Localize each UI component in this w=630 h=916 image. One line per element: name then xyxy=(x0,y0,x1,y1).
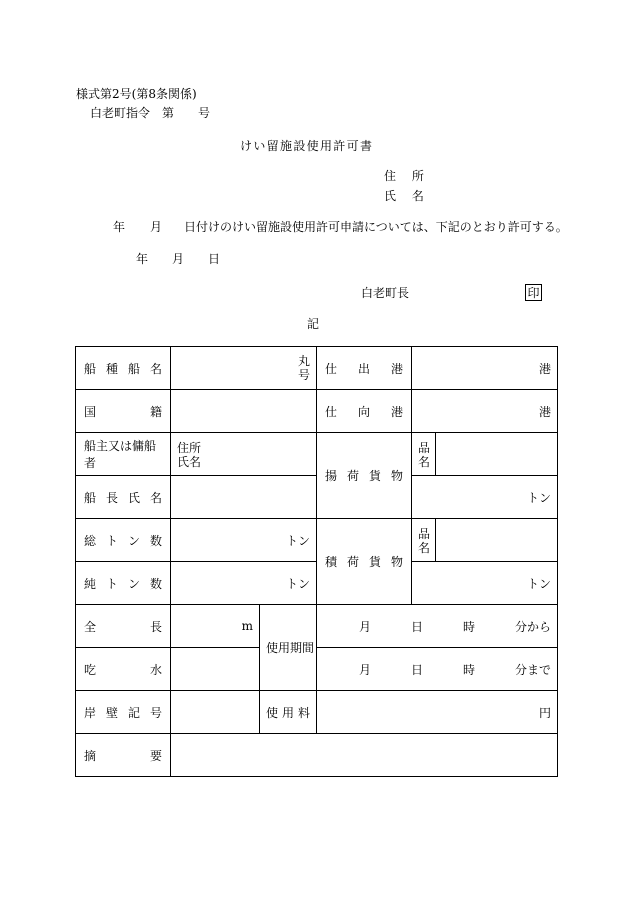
label-item-name-2: 品 名 xyxy=(412,519,436,562)
value-unloading-tons[interactable]: トン xyxy=(412,476,558,519)
label-length: 全 長 xyxy=(76,605,171,648)
date-day: 日 xyxy=(208,252,221,266)
value-ship-name[interactable]: 丸 号 xyxy=(171,347,317,390)
label-captain: 船 長 氏 名 xyxy=(76,476,171,519)
label-nationality: 国 籍 xyxy=(76,390,171,433)
label-ship-name: 船 種 船 名 xyxy=(76,347,171,390)
label-owner: 船主又は傭船者 xyxy=(76,433,171,476)
value-draft[interactable] xyxy=(171,648,260,691)
label-destination-port: 仕 向 港 xyxy=(317,390,412,433)
document-title: け い 留 施 設 使 用 許 可 書 xyxy=(240,139,372,153)
value-fee[interactable]: 円 xyxy=(317,691,558,734)
value-destination-port[interactable]: 港 xyxy=(412,390,558,433)
label-loading-cargo: 積 荷 貨 物 xyxy=(317,519,412,605)
label-draft: 吃 水 xyxy=(76,648,171,691)
value-length[interactable]: m xyxy=(171,605,260,648)
body-year: 年 xyxy=(113,220,126,234)
value-item-name-1[interactable] xyxy=(436,433,558,476)
value-nationality[interactable] xyxy=(171,390,317,433)
value-loading-tons[interactable]: トン xyxy=(412,562,558,605)
date-month: 月 xyxy=(172,252,185,266)
label-berth: 岸 壁 記 号 xyxy=(76,691,171,734)
form-number: 様式第2号(第8条関係) xyxy=(76,87,197,101)
permit-table xyxy=(75,346,558,777)
label-gross-tonnage: 総 ト ン 数 xyxy=(76,519,171,562)
seal-mark: 印 xyxy=(525,284,542,301)
value-owner[interactable]: 住所 氏名 xyxy=(171,433,317,476)
label-item-name-1: 品 名 xyxy=(412,433,436,476)
date-year: 年 xyxy=(136,252,149,266)
address-label: 住 所 xyxy=(384,169,430,183)
label-departure-port: 仕 出 港 xyxy=(317,347,412,390)
value-gross-tonnage[interactable]: トン xyxy=(171,519,317,562)
body-month: 月 xyxy=(150,220,163,234)
value-period-from[interactable]: 月 日 時 分から xyxy=(317,605,558,648)
issuer-title: 白老町長 xyxy=(361,286,410,300)
value-captain[interactable] xyxy=(171,476,317,519)
value-departure-port[interactable]: 港 xyxy=(412,347,558,390)
label-unloading-cargo: 揚 荷 貨 物 xyxy=(317,433,412,519)
value-berth[interactable] xyxy=(171,691,260,734)
name-label: 氏 名 xyxy=(384,189,430,203)
value-net-tonnage[interactable]: トン xyxy=(171,562,317,605)
value-period-to[interactable]: 月 日 時 分まで xyxy=(317,648,558,691)
label-fee: 使 用 料 xyxy=(260,691,317,734)
label-period: 使 用 期 間 xyxy=(260,605,317,691)
label-remarks: 摘 要 xyxy=(76,734,171,777)
designation-number: 白老町指令 第 号 xyxy=(90,106,211,120)
value-remarks[interactable] xyxy=(171,734,558,777)
label-net-tonnage: 純 ト ン 数 xyxy=(76,562,171,605)
body-sentence: 日付けのけい留施設使用許可申請については、下記のとおり許可する。 xyxy=(184,220,568,234)
ki-label: 記 xyxy=(307,317,320,331)
value-item-name-2[interactable] xyxy=(436,519,558,562)
